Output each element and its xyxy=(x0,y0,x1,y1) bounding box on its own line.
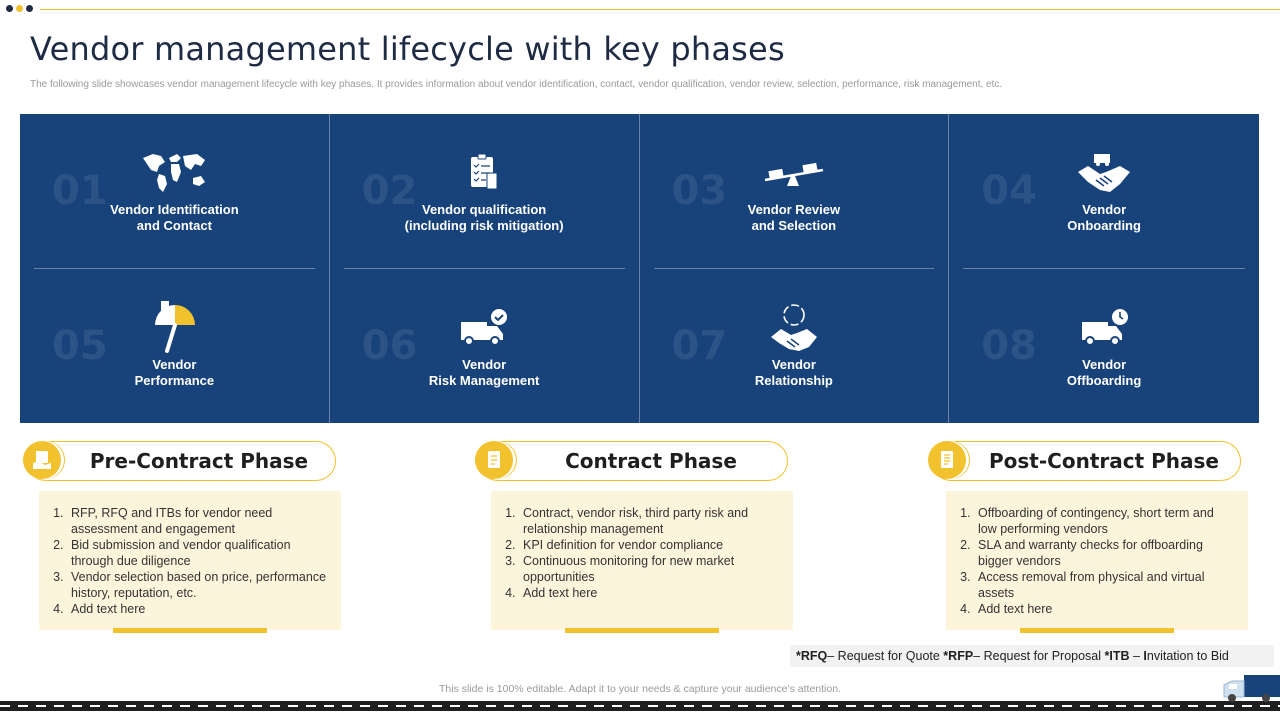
phase-box-post-contract xyxy=(946,491,1248,630)
phase-header-contract xyxy=(478,441,788,481)
step-card-8 xyxy=(949,269,1259,424)
step-label: Vendor Performance xyxy=(134,356,215,388)
checklist-icon xyxy=(449,148,519,198)
list-item: 1. Offboarding of contingency, short term and low performing vendors xyxy=(974,505,1234,537)
handshake-cycle-icon xyxy=(759,303,829,353)
rfp-abbr: *RFP xyxy=(943,649,974,663)
step-number: 07 xyxy=(671,322,728,369)
truck-check-icon xyxy=(449,303,519,353)
document-hand-icon xyxy=(23,441,61,479)
list-item: 3. Vendor selection based on price, performance history, reputation, etc. xyxy=(67,569,327,601)
handshake-truck-icon xyxy=(1069,148,1139,198)
itb-initial: I xyxy=(1143,649,1147,663)
abbreviation-footnote xyxy=(790,645,1274,667)
itb-text: nvitation to Bid xyxy=(1146,649,1229,663)
truck-icon xyxy=(1222,675,1280,708)
page-subtitle: The following slide showcases vendor management lifecycle with key phases. It provides information about vendor identification, contact, vendor qualification, vendor review, selection, performance, risk management, etc. xyxy=(30,79,1003,90)
top-rule xyxy=(40,9,1280,10)
gauge-icon xyxy=(139,303,209,353)
step-card-7 xyxy=(640,269,950,424)
phase-title: Pre-Contract Phase xyxy=(89,449,309,473)
editable-note: This slide is 100% editable. Adapt it to your needs & capture your audience’s attention. xyxy=(439,683,841,695)
list-item: 4. Add text here xyxy=(974,601,1234,617)
list-item: 1. RFP, RFQ and ITBs for vendor need assessment and engagement xyxy=(67,505,327,537)
list-item: 3. Continuous monitoring for new market opportunities xyxy=(519,553,779,585)
phase-accent-bar xyxy=(1020,628,1174,633)
step-label: Vendor Relationship xyxy=(754,356,833,388)
list-item: 2. Bid submission and vendor qualification through due diligence xyxy=(67,537,327,569)
phase-list xyxy=(491,491,793,601)
phase-list xyxy=(39,491,341,617)
step-number: 06 xyxy=(361,322,418,369)
step-label: Vendor Risk Management xyxy=(428,356,540,388)
list-item: 4. Add text here xyxy=(519,585,779,601)
step-number: 04 xyxy=(981,168,1037,215)
step-number: 03 xyxy=(671,168,728,215)
lifecycle-grid xyxy=(20,114,1259,423)
step-number: 05 xyxy=(52,322,108,369)
rfq-abbr: *RFQ xyxy=(796,649,828,663)
step-label: Vendor qualification (including risk mitigation) xyxy=(404,202,564,234)
checklist-document-icon xyxy=(928,441,966,479)
list-item: 2. SLA and warranty checks for offboarding bigger vendors xyxy=(974,537,1234,569)
phase-title: Contract Phase xyxy=(565,449,737,473)
step-label: Vendor Onboarding xyxy=(1067,202,1141,234)
list-item: 2. KPI definition for vendor compliance xyxy=(519,537,779,553)
list-item: 1. Contract, vendor risk, third party risk and relationship management xyxy=(519,505,779,537)
dot xyxy=(6,5,13,12)
phase-accent-bar xyxy=(113,628,267,633)
itb-sep: – xyxy=(1129,649,1144,663)
truck-clock-icon xyxy=(1069,303,1139,353)
slide-dots xyxy=(6,5,33,12)
step-card-6 xyxy=(330,269,640,424)
seesaw-trucks-icon xyxy=(759,148,829,198)
page-title: Vendor management lifecycle with key phases xyxy=(30,30,785,68)
phase-header-pre-contract xyxy=(26,441,336,481)
dot xyxy=(16,5,23,12)
phase-accent-bar xyxy=(565,628,719,633)
contract-document-icon xyxy=(475,441,513,479)
step-label: Vendor Offboarding xyxy=(1066,356,1142,388)
step-label: Vendor Review and Selection xyxy=(747,202,841,234)
road-strip xyxy=(0,701,1280,711)
list-item: 3. Access removal from physical and virtual assets xyxy=(974,569,1234,601)
rfp-text: – Request for Proposal xyxy=(973,649,1105,663)
step-card-1 xyxy=(20,114,330,269)
step-card-4 xyxy=(949,114,1259,269)
step-number: 01 xyxy=(52,168,108,215)
phase-header-post-contract xyxy=(931,441,1241,481)
step-number: 08 xyxy=(981,322,1037,369)
phase-title: Post-Contract Phase xyxy=(989,449,1219,473)
step-card-5 xyxy=(20,269,330,424)
rfq-text: – Request for Quote xyxy=(827,649,944,663)
itb-abbr: *ITB xyxy=(1104,649,1130,663)
phase-box-contract xyxy=(491,491,793,630)
dot xyxy=(26,5,33,12)
step-number: 02 xyxy=(361,168,418,215)
step-card-3 xyxy=(640,114,950,269)
world-map-icon xyxy=(139,148,209,198)
step-card-2 xyxy=(330,114,640,269)
step-label: Vendor Identification and Contact xyxy=(110,202,239,234)
phase-list xyxy=(946,491,1248,617)
phase-box-pre-contract xyxy=(39,491,341,630)
list-item: 4. Add text here xyxy=(67,601,327,617)
